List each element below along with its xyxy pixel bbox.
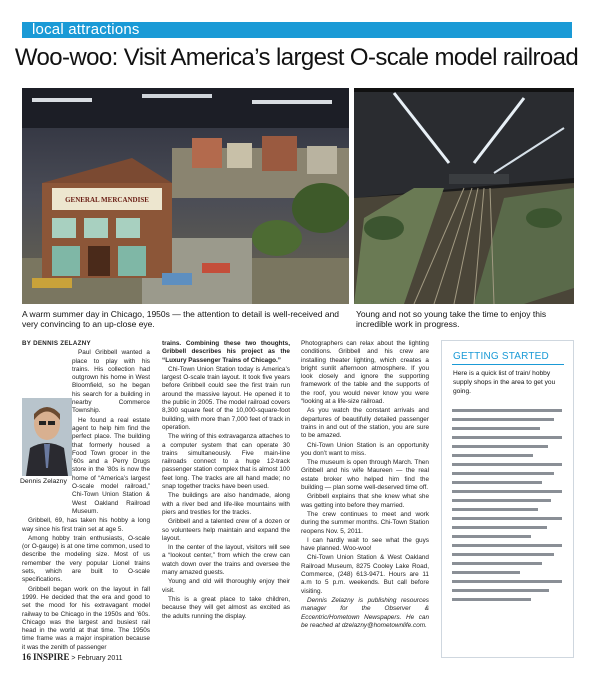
article-column-3 (301, 340, 429, 631)
sidebar-list-item-placeholder (452, 436, 562, 439)
sidebar-intro: Here is a quick list of train/ hobby supply shops in the area to get you going. (453, 370, 556, 395)
article-paragraph: Among hobby train enthusiasts, O-scale (or O-gauge) is at one time common, used to describe the modeling size. Most of us remember the very popular Lionel trains sets, which are built to O-scale specifications. (22, 534, 150, 584)
sidebar-list-item-placeholder (452, 508, 538, 511)
sidebar-list-item-placeholder (452, 499, 551, 502)
sidebar-list-item-placeholder (452, 409, 562, 412)
footer-separator: > (71, 655, 76, 662)
sidebar-shop-list (452, 409, 565, 607)
article-paragraph: In the center of the layout, visitors will see a “lookout center,” from which the crew can watch down over the trains and oversee the many amazed guests. (162, 544, 290, 577)
article-paragraph: This is a great place to take children, because they will get almost as excited as the adults running the display. (162, 595, 290, 620)
sidebar-list-item-placeholder (452, 562, 542, 565)
sidebar-list-item-placeholder (452, 481, 542, 484)
article-paragraph: trains. Combining these two thoughts, Gribbell describes his project as the “Luxury Passenger Trains of Chicago.” (162, 340, 290, 364)
article-paragraph: Gribbell and a talented crew of a dozen or so volunteers help maintain and expand the layout. (162, 518, 290, 542)
article-paragraph: The wiring of this extravaganza attaches to a computer system that can operate 30 trains simultaneously. Five main-line railroads connect to a huge 12-track passenger station complex that is almost 100 feet long. The tracks are all hand made; no snap together tracks have been used. (162, 433, 290, 491)
sidebar-list-item-placeholder (452, 463, 562, 466)
sidebar-list-item-placeholder (452, 598, 531, 601)
article-paragraph: Paul Gribbell wanted a place to play with his trains. His collection had outgrown his home in West Bloomfield, so he began his search for a building in nearby Commerce Township. (72, 349, 150, 415)
sidebar-list-item-placeholder (452, 427, 540, 430)
article-headline: Woo-woo: Visit America’s largest O-scale model railroad (14, 44, 579, 71)
sidebar-list-item-placeholder (452, 526, 547, 529)
article-paragraph: The crew continues to meet and work during the summer months. Chi-Town Station reopens Nov. 5, 2011. (301, 510, 429, 535)
article-column-2 (162, 340, 290, 622)
magazine-name: INSPIRE (32, 652, 70, 662)
section-banner (22, 22, 572, 38)
page-number: 16 (22, 652, 31, 662)
photo-model-town (22, 88, 349, 304)
sidebar-list-item-placeholder (452, 472, 554, 475)
article-paragraph: I can hardly wait to see what the guys have planned. Woo-woo! (301, 536, 429, 553)
author-headshot (22, 398, 72, 476)
headshot-label: Dennis Zelazny (20, 478, 67, 485)
sidebar-list-item-placeholder (452, 571, 520, 574)
getting-started-sidebar (441, 340, 574, 658)
sidebar-list-item-placeholder (452, 445, 548, 448)
photo-layout-hall (354, 88, 574, 304)
sidebar-list-item-placeholder (452, 490, 562, 493)
article-paragraph: Young and old will thoroughly enjoy their visit. (162, 578, 290, 594)
author-bio: Dennis Zelazny is publishing resources manager for the Observer & Eccentric/Hometown Newspapers. He can be reached at dzelazny@hometownlife.com. (301, 596, 429, 629)
byline: BY DENNIS ZELAZNY (22, 340, 91, 347)
sidebar-list-item-placeholder (452, 553, 554, 556)
article-paragraph: Chi-Town Union Station today is America’s largest O-scale train layout. It took five years before Gribbell could see the first train run around the massive layout. He opened it to the public in 2005. The model railroad covers 8,300 square feet of the 10,000-square-foot building, with more than 7,000 feet of track in operation. (162, 365, 290, 431)
article-paragraph: As you watch the constant arrivals and departures of beautifully detailed passenger trains in and out of the station, you are sure to be amazed. (301, 407, 429, 440)
sidebar-divider (452, 364, 564, 365)
article-paragraph: Chi-Town Union Station is an opportunity you don’t want to miss. (301, 441, 429, 457)
sidebar-list-item-placeholder (452, 580, 562, 583)
caption-right: Young and not so young take the time to enjoy this incredible work in progress. (356, 309, 547, 329)
sidebar-list-item-placeholder (452, 544, 562, 547)
article-paragraph: He found a real estate agent to help him find the perfect place. The building that formerly housed a Food Town grocer in the ’60s and a Perry Drugs store in the ’80s is now the home of “America’s largest O-scale model railroad,” Chi-Town Union Station & West Oakland Railroad Museum. (72, 416, 150, 515)
caption-left: A warm summer day in Chicago, 1950s — the attention to detail is well-received and very convincing to an up-close eye. (22, 309, 340, 329)
page-footer (22, 652, 122, 662)
issue-date: February 2011 (77, 655, 123, 662)
article-paragraph: The museum is open through March. Then Gribbell and his wife Maureen — the real estate broker who helped him find the building — plan some well-deserved time off. (301, 459, 429, 492)
sidebar-list-item-placeholder (452, 517, 562, 520)
article-paragraph: Gribbell began work on the layout in fall 1999. He decided that the era and good to set the mood for his extravagant model railway to be Chicago in the 1950s and ’60s. Chicago was the largest and busiest rail head in the world at that time. The 1950s time frame was a major inspiration because it was the zenith of passenger (22, 585, 150, 651)
sidebar-list-item-placeholder (452, 454, 533, 457)
sidebar-list-item-placeholder (452, 589, 549, 592)
sign-general-merchandise: GENERAL MERCANDISE (65, 196, 149, 204)
sidebar-title: GETTING STARTED (453, 351, 549, 362)
article-column-1 (22, 340, 150, 653)
sidebar-list-item-placeholder (452, 535, 531, 538)
article-paragraph: Photographers can relax about the lighting conditions. Gribbell and his crew are installing theater lighting, which creates a bright sunlit afternoon atmosphere. If you look closely and ignore the supporting framework of the table and the supports of the roof, you would never know you were “looking at a life-size railroad. (301, 340, 429, 406)
section-label: local attractions (32, 21, 140, 38)
article-paragraph: Gribbell explains that she knew what she was getting into before they married. (301, 493, 429, 509)
article-paragraph: The buildings are also handmade, along with a river bed and life-like mountains with piers and trestles for the tracks. (162, 492, 290, 516)
article-paragraph: Gribbell, 69, has taken his hobby a long way since his first train set at age 5. (22, 517, 150, 533)
sidebar-list-item-placeholder (452, 418, 554, 421)
venue-info: Chi-Town Union Station & West Oakland Railroad Museum, 8275 Cooley Lake Road, Commerce, (248) 613-9471. Hours are 11 a.m to 5 p.m. weekends. But call before visiting. (301, 554, 429, 595)
